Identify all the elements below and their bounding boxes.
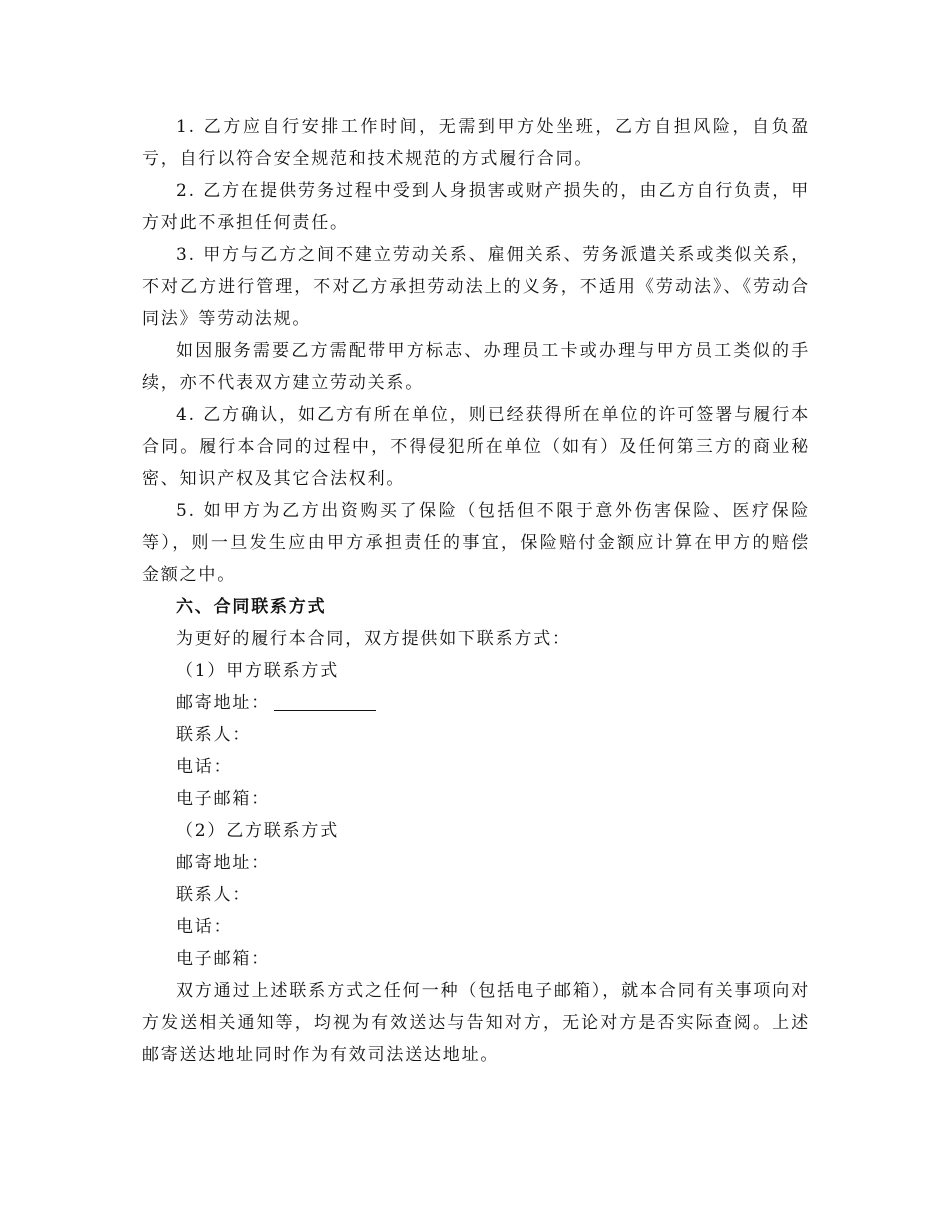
closing-paragraph: 双方通过上述联系方式之任何一种（包括电子邮箱），就本合同有关事项向对方发送相关通知等，均视为有效送达与告知对方，无论对方是否实际查阅。上述邮寄送达地址同时作为有效司法送达地址。 bbox=[142, 981, 810, 1065]
clause-3: 3. 甲方与乙方之间不建立劳动关系、雇佣关系、劳务派遣关系或类似关系，不对乙方进行管理，不对乙方承担劳动法上的义务，不适用《劳动法》、《劳动合同法》等劳动法规。 bbox=[142, 245, 810, 329]
party-a-address-label: 邮寄地址： bbox=[176, 693, 270, 713]
party-a-email: 电子邮箱： bbox=[176, 789, 270, 809]
clause-5: 5. 如甲方为乙方出资购买了保险（包括但不限于意外伤害保险、医疗保险等），则一旦发生应由甲方承担责任的事宜，保险赔付金额应计算在甲方的赔偿金额之中。 bbox=[142, 501, 810, 585]
party-a-phone: 电话： bbox=[176, 757, 233, 777]
party-b-address: 邮寄地址： bbox=[176, 853, 270, 873]
party-b-phone: 电话： bbox=[176, 917, 233, 937]
document-page bbox=[142, 111, 810, 1071]
clause-2: 2. 乙方在提供劳务过程中受到人身损害或财产损失的，由乙方自行负责，甲方对此不承担任何责任。 bbox=[142, 181, 810, 233]
party-a-title: （1）甲方联系方式 bbox=[176, 661, 340, 681]
section-intro: 为更好的履行本合同，双方提供如下联系方式： bbox=[176, 629, 571, 649]
party-b-contact: 联系人： bbox=[176, 885, 252, 905]
clause-3-supplement: 如因服务需要乙方需配带甲方标志、办理员工卡或办理与甲方员工类似的手续，亦不代表双方建立劳动关系。 bbox=[142, 341, 810, 393]
section-heading: 六、合同联系方式 bbox=[176, 597, 327, 617]
clause-4: 4. 乙方确认，如乙方有所在单位，则已经获得所在单位的许可签署与履行本合同。履行本合同的过程中，不得侵犯所在单位（如有）及任何第三方的商业秘密、知识产权及其它合法权利。 bbox=[142, 405, 810, 489]
party-b-title: （2）乙方联系方式 bbox=[176, 821, 340, 841]
party-a-address bbox=[142, 687, 810, 719]
address-blank-line bbox=[274, 690, 376, 711]
party-a-contact: 联系人： bbox=[176, 725, 252, 745]
clause-1: 1. 乙方应自行安排工作时间，无需到甲方处坐班，乙方自担风险，自负盈亏，自行以符合安全规范和技术规范的方式履行合同。 bbox=[142, 117, 810, 169]
party-b-email: 电子邮箱： bbox=[176, 949, 270, 969]
